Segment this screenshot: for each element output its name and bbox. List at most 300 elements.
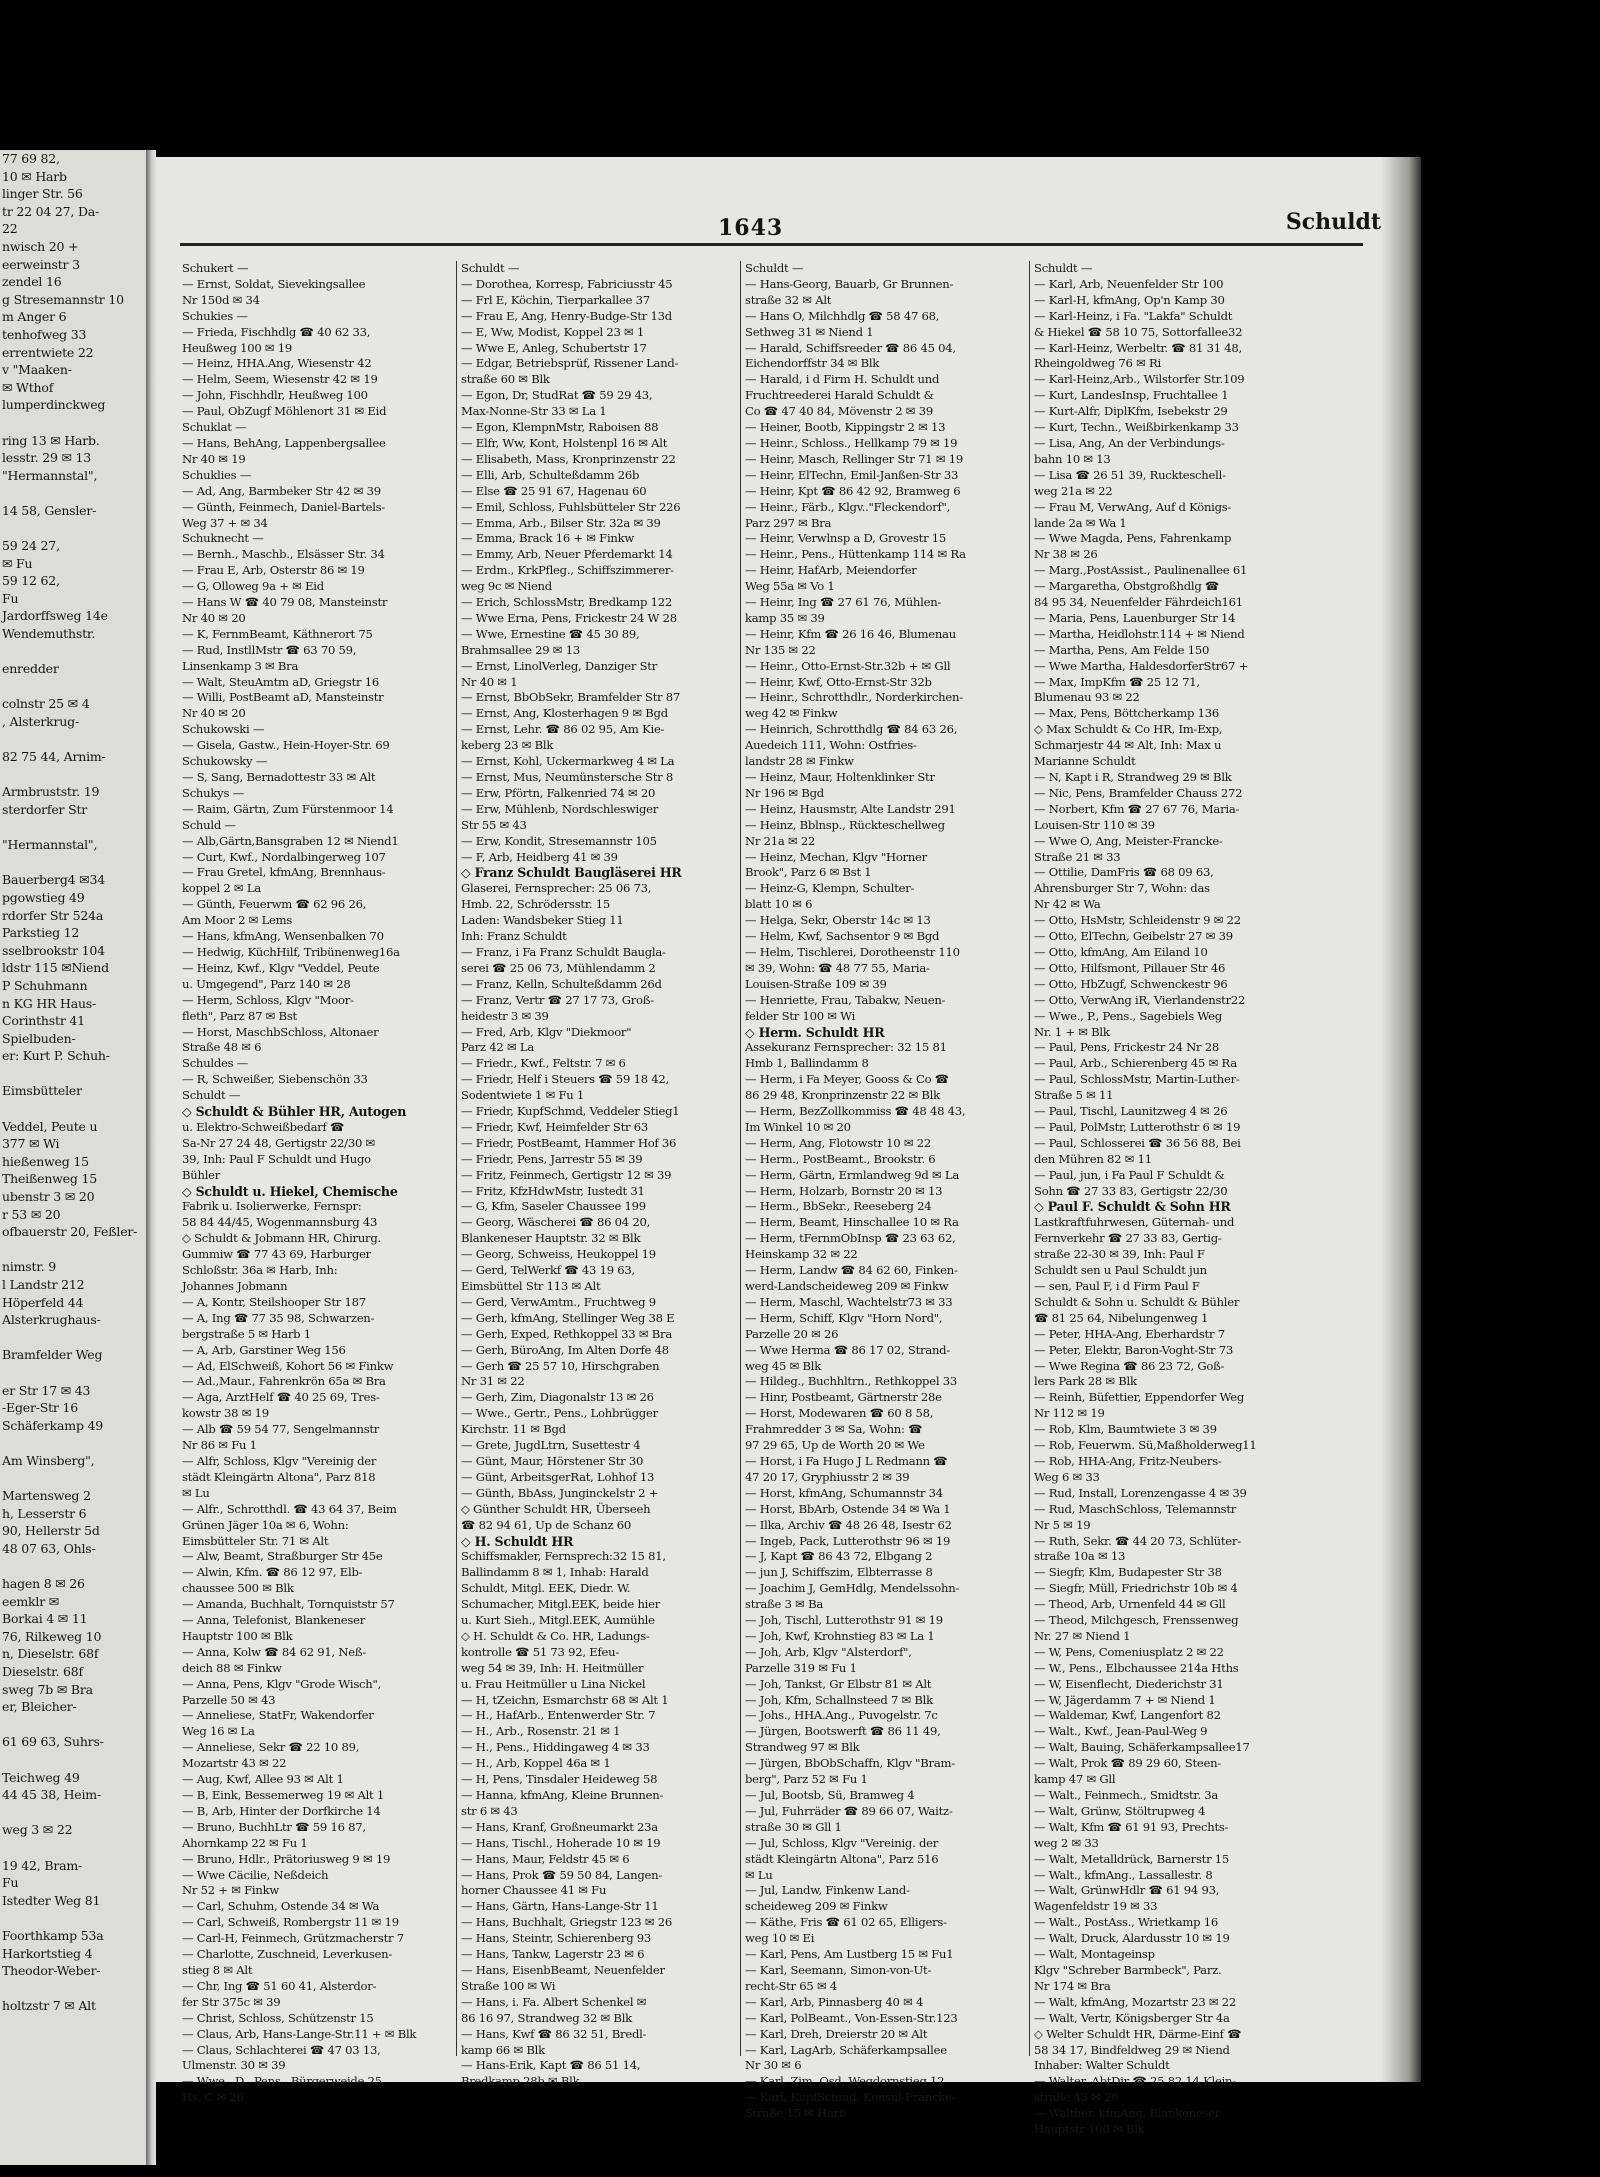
directory-entry: — Otto, Hilfsmont, Pillauer Str 46 bbox=[1034, 960, 1226, 975]
directory-entry: 39, Inh: Paul F Schuldt und Hugo bbox=[182, 1151, 371, 1166]
left-page-line: n KG HR Haus- bbox=[2, 995, 97, 1011]
directory-entry: werd-Landscheideweg 209 ✉ Finkw bbox=[745, 1279, 949, 1293]
left-page-line: ldstr 115 ✉Niend bbox=[2, 960, 109, 976]
left-page-line: Am Winsberg", bbox=[2, 1452, 95, 1468]
directory-entry: — Marg.,PostAssist., Paulinenallee 61 bbox=[1034, 563, 1248, 578]
directory-entry: ✉ Lu bbox=[182, 1485, 210, 1500]
directory-entry: — Max, ImpKfm ☎ 25 12 71, bbox=[1034, 674, 1200, 689]
left-page-line: hagen 8 ✉ 26 bbox=[2, 1576, 85, 1592]
directory-entry: — Kurt-Alfr, DiplKfm, Isebekstr 29 bbox=[1034, 404, 1228, 419]
directory-entry: Schiffsmakler, Fernsprech:32 15 81, bbox=[461, 1549, 666, 1564]
directory-entry: Auedeich 111, Wohn: Ostfries- bbox=[745, 738, 917, 753]
directory-entry: — Heinr, ElTechn, Emil-Janßen-Str 33 bbox=[745, 467, 959, 482]
directory-entry: — Ingeb, Pack, Lutterothstr 96 ✉ 19 bbox=[745, 1533, 951, 1548]
directory-entry: — Friedr, Pens, Jarrestr 55 ✉ 39 bbox=[461, 1151, 643, 1166]
directory-entry: — Fred, Arb, Klgv "Diekmoor" bbox=[461, 1024, 632, 1039]
directory-entry: Straße 21 ✉ 33 bbox=[1034, 849, 1121, 864]
directory-entry: — Curt, Kwf., Nordalbingerweg 107 bbox=[182, 849, 386, 864]
directory-entry: Eimsbüttel Str 113 ✉ Alt bbox=[461, 1279, 601, 1293]
directory-entry: — Siegfr, Müll, Friedrichstr 10b ✉ 4 bbox=[1034, 1581, 1238, 1596]
left-page-line: hießenweg 15 bbox=[2, 1153, 89, 1169]
directory-entry: — Gisela, Gastw., Hein-Hoyer-Str. 69 bbox=[182, 738, 390, 753]
directory-entry: straße 43 ✉ 26 bbox=[1034, 2090, 1119, 2105]
directory-entry: — Günt, Maur, Hörstener Str 30 bbox=[461, 1453, 644, 1468]
directory-entry: — Anneliese, StatFr, Wakendorfer bbox=[182, 1708, 374, 1723]
directory-entry: — Frau Gretel, kfmAng, Brennhaus- bbox=[182, 865, 386, 880]
left-page-line bbox=[0, 1470, 146, 1488]
directory-entry: — Friedr, Kwf, Heimfelder Str 63 bbox=[461, 1119, 648, 1134]
directory-entry: — Walt, GrünwHdlr ☎ 61 94 93, bbox=[1034, 1883, 1220, 1898]
directory-entry: — Joh, Kfm, Schallnsteed 7 ✉ Blk bbox=[745, 1692, 933, 1707]
directory-entry: — Rob, Feuerwm. Sü,Maßholderweg11 bbox=[1034, 1438, 1257, 1453]
directory-entry: — Dorothea, Korresp, Fabriciusstr 45 bbox=[461, 276, 673, 291]
left-page-line bbox=[0, 1241, 146, 1259]
directory-entry: — Claus, Schlachterei ☎ 47 03 13, bbox=[182, 2042, 381, 2057]
directory-entry: — Gerh, kfmAng, Stellinger Weg 38 E bbox=[461, 1310, 675, 1325]
directory-entry: Bredkamp 28b ✉ Blk bbox=[461, 2074, 580, 2089]
left-page-fragment bbox=[0, 150, 146, 2165]
directory-entry: — Heinz, Kwf., Klgv "Veddel, Peute bbox=[182, 960, 380, 975]
directory-entry: — Peter, HHA-Ang, Eberhardstr 7 bbox=[1034, 1326, 1225, 1341]
directory-entry: straße 22-30 ✉ 39, Inh: Paul F bbox=[1034, 1247, 1205, 1262]
directory-entry: — Johs., HHA.Ang., Puvogelstr. 7c bbox=[745, 1708, 938, 1723]
directory-entry: Marianne Schuldt bbox=[1034, 754, 1136, 769]
directory-entry: — Hedwig, KüchHilf, Tribünenweg16a bbox=[182, 944, 400, 959]
directory-entry: Rheingoldweg 76 ✉ Ri bbox=[1034, 356, 1161, 371]
directory-entry: — Horst, kfmAng, Schumannstr 34 bbox=[745, 1485, 943, 1500]
directory-entry: — Theod, Arb, Urnenfeld 44 ✉ Gll bbox=[1034, 1597, 1226, 1612]
directory-entry: — Walt, Bauing, Schäferkampsallee17 bbox=[1034, 1740, 1250, 1755]
directory-entry: straße 10a ✉ 13 bbox=[1034, 1549, 1126, 1564]
left-page-line: Schäferkamp 49 bbox=[2, 1417, 104, 1433]
directory-entry: — Rud, InstllMstr ☎ 63 70 59, bbox=[182, 642, 357, 657]
directory-entry: Fabrik u. Isolierwerke, Fernspr: bbox=[182, 1199, 362, 1214]
directory-entry: — Norbert, Kfm ☎ 27 67 76, Maria- bbox=[1034, 801, 1240, 816]
left-page-line: 82 75 44, Arnim- bbox=[2, 749, 106, 765]
directory-entry: — Karl-Heinz,Arb., Wilstorfer Str.109 bbox=[1034, 372, 1245, 387]
directory-entry: — Harald, Schiffsreeder ☎ 86 45 04, bbox=[745, 340, 956, 355]
company-entry: ◇ Schuldt & Bühler HR, Autogen bbox=[182, 1104, 407, 1120]
directory-entry: — Elisabeth, Mass, Kronprinzenstr 22 bbox=[461, 451, 676, 466]
directory-entry: — Christ, Schloss, Schützenstr 15 bbox=[182, 2010, 374, 2025]
directory-entry: Schumacher, Mitgl.EEK, beide hier bbox=[461, 1597, 661, 1612]
directory-entry: — Emil, Schloss, Fuhlsbütteler Str 226 bbox=[461, 499, 681, 514]
directory-entry: Ahrensburger Str 7, Wohn: das bbox=[1034, 881, 1210, 896]
left-page-line bbox=[0, 414, 146, 432]
directory-entry: Laden: Wandsbeker Stieg 11 bbox=[461, 913, 624, 928]
directory-entry: Nr 40 ✉ 20 bbox=[182, 610, 246, 625]
directory-entry: — Reinh, Büfettier, Eppendorfer Weg bbox=[1034, 1390, 1245, 1405]
directory-entry: Straße 48 ✉ 6 bbox=[182, 1040, 262, 1055]
directory-entry: — Elfr, Ww, Kont, Holstenpl 16 ✉ Alt bbox=[461, 435, 668, 450]
directory-entry: Schuldes — bbox=[182, 1056, 249, 1071]
column-1 bbox=[182, 261, 454, 2105]
directory-entry: — Aug, Kwf, Allee 93 ✉ Alt 1 bbox=[182, 1772, 344, 1787]
directory-entry: 58 34 17, Bindfeldweg 29 ✉ Niend bbox=[1034, 2042, 1230, 2057]
directory-entry: — Waldemar, Kwf, Langenfort 82 bbox=[1034, 1708, 1221, 1723]
directory-entry: Sethweg 31 ✉ Niend 1 bbox=[745, 324, 874, 339]
directory-entry: — Hans, Prok ☎ 59 50 84, Langen- bbox=[461, 1867, 662, 1882]
directory-entry: Nr 112 ✉ 19 bbox=[1034, 1406, 1105, 1421]
left-page-line: Dieselstr. 68f bbox=[2, 1664, 83, 1680]
directory-entry: — Hans, BehAng, Lappenbergsallee bbox=[182, 435, 386, 450]
directory-entry: — Rud, MaschSchloss, Telemannstr bbox=[1034, 1501, 1237, 1516]
directory-entry: — Heinr., Färb., Klgv.."Fleckendorf", bbox=[745, 499, 951, 514]
directory-entry: — W, Eisenflecht, Diederichstr 31 bbox=[1034, 1676, 1224, 1691]
directory-entry: Schuklat — bbox=[182, 420, 247, 435]
directory-entry: — J, Kapt ☎ 86 43 72, Elbgang 2 bbox=[745, 1549, 933, 1564]
column-2 bbox=[461, 261, 738, 2089]
directory-entry: deich 88 ✉ Finkw bbox=[182, 1660, 282, 1675]
directory-entry: Eimsbütteler Str. 71 ✉ Alt bbox=[182, 1533, 329, 1548]
directory-entry: — Carl, Schuhm, Ostende 34 ✉ Wa bbox=[182, 1899, 380, 1914]
directory-entry: Hs. C ✉ 26 bbox=[182, 2090, 244, 2105]
directory-entry: — Hans, Gärtn, Hans-Lange-Str 11 bbox=[461, 1899, 659, 1914]
left-page-line: weg 3 ✉ 22 bbox=[2, 1822, 73, 1838]
directory-entry: — Horst, i Fa Hugo J L Redmann ☎ bbox=[745, 1453, 948, 1468]
left-page-line: 377 ✉ Wi bbox=[2, 1136, 60, 1152]
left-page-line: 59 24 27, bbox=[2, 538, 60, 554]
directory-entry: Hauptstr 100 ✉ Blk bbox=[182, 1628, 293, 1643]
directory-entry: — Helm, Tischlerei, Dorotheenstr 110 bbox=[745, 944, 960, 959]
directory-entry: — Ilka, Archiv ☎ 48 26 48, Isestr 62 bbox=[745, 1517, 952, 1532]
directory-entry: — John, Fischhdlr, Heußweg 100 bbox=[182, 388, 368, 403]
directory-entry: — Karl, Dreh, Dreierstr 20 ✉ Alt bbox=[745, 2026, 928, 2041]
directory-entry: — Paul, Schlosserei ☎ 36 56 88, Bei bbox=[1034, 1135, 1241, 1150]
directory-entry: — Lisa ☎ 26 51 39, Ruckteschell- bbox=[1034, 467, 1226, 482]
directory-entry: Fruchtreederei Harald Schuldt & bbox=[745, 388, 934, 403]
directory-entry: Louisen-Straße 109 ✉ 39 bbox=[745, 976, 887, 991]
directory-entry: — H., Arb., Rosenstr. 21 ✉ 1 bbox=[461, 1724, 621, 1739]
directory-entry: — Gerd, TelWerkf ☎ 43 19 63, bbox=[461, 1263, 635, 1278]
directory-entry: serei ☎ 25 06 73, Mühlendamm 2 bbox=[461, 960, 656, 975]
directory-entry: — Alw, Beamt, Straßburger Str 45e bbox=[182, 1549, 383, 1564]
directory-entry: — Edgar, Betriebsprüf, Rissener Land- bbox=[461, 356, 679, 371]
directory-entry: — Egon, Dr, StudRat ☎ 59 29 43, bbox=[461, 388, 653, 403]
directory-entry: bahn 10 ✉ 13 bbox=[1034, 451, 1111, 466]
directory-entry: — Heinr, Verwlnsp a D, Grovestr 15 bbox=[745, 531, 947, 546]
directory-entry: weg 45 ✉ Blk bbox=[745, 1358, 821, 1373]
directory-entry: Parzelle 50 ✉ 43 bbox=[182, 1692, 276, 1707]
directory-entry: — Aga, ArztHelf ☎ 40 25 69, Tres- bbox=[182, 1390, 380, 1405]
directory-entry: — Egon, KlempnMstr, Raboisen 88 bbox=[461, 420, 659, 435]
directory-entry: — Wwe., Gertr., Pens., Lohbrügger bbox=[461, 1406, 658, 1421]
directory-entry: — Wwe O, Ang, Meister-Francke- bbox=[1034, 833, 1223, 848]
directory-entry: — Gerh, Zim, Diagonalstr 13 ✉ 26 bbox=[461, 1390, 654, 1405]
directory-entry: Nr 196 ✉ Bgd bbox=[745, 785, 824, 800]
directory-entry: — Alfr., Schrotthdl. ☎ 43 64 37, Beim bbox=[182, 1501, 397, 1516]
directory-entry: Assekuranz Fernsprecher: 32 15 81 bbox=[745, 1040, 947, 1055]
left-page-line: Istedter Weg 81 bbox=[2, 1892, 101, 1908]
directory-entry: Parzelle 20 ✉ 26 bbox=[745, 1326, 839, 1341]
directory-entry: Strandweg 97 ✉ Blk bbox=[745, 1740, 860, 1755]
directory-entry: — Fritz, KfzHdwMstr, Iustedt 31 bbox=[461, 1183, 645, 1198]
left-page-line: sselbrookstr 104 bbox=[2, 942, 105, 958]
directory-entry: — F, Arb, Heidberg 41 ✉ 39 bbox=[461, 849, 618, 864]
directory-entry: — Joh, Kwf, Krohnstieg 83 ✉ La 1 bbox=[745, 1628, 935, 1643]
directory-entry: — Bruno, Hdlr., Prätoriusweg 9 ✉ 19 bbox=[182, 1851, 391, 1866]
directory-entry: — Wwe Erna, Pens, Frickestr 24 W 28 bbox=[461, 610, 677, 625]
directory-entry: — H., Pens., Hiddingaweg 4 ✉ 33 bbox=[461, 1740, 650, 1755]
directory-entry: — Herm, i Fa Meyer, Gooss & Co ☎ bbox=[745, 1072, 949, 1087]
directory-entry: — Bernh., Maschb., Elsässer Str. 34 bbox=[182, 547, 385, 562]
directory-entry: — Ernst, LinolVerleg, Danziger Str bbox=[461, 658, 658, 673]
left-page-line: m Anger 6 bbox=[2, 309, 67, 325]
directory-entry: — Hans, Tischl., Hoherade 10 ✉ 19 bbox=[461, 1835, 661, 1850]
directory-entry: — Horst, BbArb, Ostende 34 ✉ Wa 1 bbox=[745, 1501, 951, 1516]
directory-entry: — Raim, Gärtn, Zum Fürstenmoor 14 bbox=[182, 801, 394, 816]
directory-entry: ◇ Welter Schuldt HR, Därme-Einf ☎ bbox=[1034, 2026, 1242, 2041]
left-page-line: v "Maaken- bbox=[2, 362, 72, 378]
left-page-line: Teichweg 49 bbox=[2, 1769, 80, 1785]
directory-entry: — Hans-Erik, Kapt ☎ 86 51 14, bbox=[461, 2058, 641, 2073]
left-page-line: Jardorffsweg 14e bbox=[2, 608, 108, 624]
directory-entry: — Anneliese, Sekr ☎ 22 10 89, bbox=[182, 1740, 360, 1755]
directory-entry: Louisen-Str 110 ✉ 39 bbox=[1034, 817, 1155, 832]
directory-entry: straße 30 ✉ Gll 1 bbox=[745, 1819, 842, 1834]
directory-entry: — Hanna, kfmAng, Kleine Brunnen- bbox=[461, 1788, 664, 1802]
directory-entry: — Karl-Heinz, i Fa. "Lakfa" Schuldt bbox=[1034, 308, 1233, 323]
directory-entry: — Walt, Druck, Alardusstr 10 ✉ 19 bbox=[1034, 1931, 1230, 1946]
left-page-line: , Alsterkrug- bbox=[2, 714, 80, 729]
directory-entry: — Frieda, Fischhdlg ☎ 40 62 33, bbox=[182, 324, 371, 339]
directory-entry: — Ernst, Kohl, Uckermarkweg 4 ✉ La bbox=[461, 754, 675, 769]
directory-entry: weg 42 ✉ Finkw bbox=[745, 706, 838, 721]
directory-entry: — Hans O, Milchhdlg ☎ 58 47 68, bbox=[745, 308, 940, 323]
directory-entry: — Carl, Schweiß, Rombergstr 11 ✉ 19 bbox=[182, 1915, 399, 1930]
directory-entry: — Margaretha, Obstgroßhdlg ☎ bbox=[1034, 579, 1220, 594]
directory-entry: — Frau E, Ang, Henry-Budge-Str 13d bbox=[461, 308, 672, 323]
directory-entry: Nr 31 ✉ 22 bbox=[461, 1374, 525, 1389]
column-3 bbox=[745, 261, 1027, 2121]
directory-entry: ◇ Günther Schuldt HR, Überseeh bbox=[461, 1501, 651, 1516]
directory-entry: — Heinr., Schloss., Hellkamp 79 ✉ 19 bbox=[745, 435, 958, 450]
directory-entry: — Walt, Montageinsp bbox=[1034, 1947, 1155, 1962]
directory-entry: keberg 23 ✉ Blk bbox=[461, 738, 554, 753]
directory-entry: Parz 297 ✉ Bra bbox=[745, 515, 832, 530]
left-page-line: "Hermannstal", bbox=[2, 467, 98, 483]
directory-entry: 58 84 44/45, Wogenmannsburg 43 bbox=[182, 1215, 378, 1230]
directory-entry: — R, Schweißer, Siebenschön 33 bbox=[182, 1072, 368, 1087]
column-4 bbox=[1034, 261, 1334, 2137]
directory-entry: — Herm, tFernmObInsp ☎ 23 63 62, bbox=[745, 1231, 956, 1246]
directory-entry: — Herm, Maschl, Wachtelstr73 ✉ 33 bbox=[745, 1294, 953, 1309]
directory-entry: Nr 21a ✉ 22 bbox=[745, 833, 816, 848]
directory-entry: — Else ☎ 25 91 67, Hagenau 60 bbox=[461, 483, 647, 498]
directory-entry: — Kurt, Techn., Weißbirkenkamp 33 bbox=[1034, 420, 1239, 435]
directory-entry: — Heinz, Maur, Holtenklinker Str bbox=[745, 770, 935, 784]
left-page-line: Foorthkamp 53a bbox=[2, 1927, 104, 1943]
directory-entry: — Hans, Steintr, Schierenberg 93 bbox=[461, 1931, 652, 1946]
directory-entry: — Ernst, Mus, Neumünstersche Str 8 bbox=[461, 770, 673, 784]
directory-entry: — Ad.,Maur., Fahrenkrön 65a ✉ Bra bbox=[182, 1374, 386, 1389]
directory-entry: — Ernst, Ang, Klosterhagen 9 ✉ Bgd bbox=[461, 706, 668, 721]
left-page-line bbox=[0, 1804, 146, 1822]
left-page-line: ring 13 ✉ Harb. bbox=[2, 432, 100, 448]
left-page-line: ✉ Fu bbox=[2, 555, 33, 571]
directory-entry: Grünen Jäger 10a ✉ 6, Wohn: bbox=[182, 1517, 349, 1532]
directory-entry: — Harald, i d Firm H. Schuldt und bbox=[745, 372, 940, 387]
directory-entry: Nr 40 ✉ 19 bbox=[182, 451, 246, 466]
directory-entry: — Heinr., Pens., Hüttenkamp 114 ✉ Ra bbox=[745, 547, 966, 562]
directory-entry: bergstraße 5 ✉ Harb 1 bbox=[182, 1326, 311, 1341]
directory-entry: — Herm., PostBeamt., Brookstr. 6 bbox=[745, 1151, 936, 1166]
directory-entry: — Kurt, LandesInsp, Fruchtallee 1 bbox=[1034, 388, 1229, 403]
header-rule bbox=[180, 243, 1363, 246]
directory-entry: — Hans, kfmAng, Wensenbalken 70 bbox=[182, 929, 384, 944]
left-page-line: Corinthstr 41 bbox=[2, 1013, 85, 1029]
left-page-line: rdorfer Str 524a bbox=[2, 907, 104, 923]
directory-entry: landstr 28 ✉ Finkw bbox=[745, 754, 854, 769]
left-page-line bbox=[0, 1751, 146, 1769]
directory-entry: Heußweg 100 ✉ 19 bbox=[182, 340, 293, 355]
directory-entry: Nr. 27 ✉ Niend 1 bbox=[1034, 1628, 1131, 1643]
directory-entry: — Joh, Tankst, Gr Elbstr 81 ✉ Alt bbox=[745, 1676, 932, 1691]
directory-page bbox=[156, 157, 1381, 2137]
directory-entry: — Heinr, HafArb, Meiendorfer bbox=[745, 563, 917, 578]
directory-entry: — H, Pens, Tinsdaler Heideweg 58 bbox=[461, 1772, 658, 1787]
directory-entry: 84 95 34, Neuenfelder Fährdeich161 bbox=[1034, 595, 1243, 610]
left-page-line: h, Lesserstr 6 bbox=[2, 1505, 87, 1521]
directory-entry: — Heinrich, Schrotthdlg ☎ 84 63 26, bbox=[745, 722, 958, 737]
directory-entry: Nr 5 ✉ 19 bbox=[1034, 1517, 1091, 1532]
left-page-line: g Stresemannstr 10 bbox=[2, 291, 124, 307]
left-page-line: Harkortstieg 4 bbox=[2, 1945, 93, 1961]
directory-entry: Am Moor 2 ✉ Lems bbox=[182, 913, 293, 928]
directory-entry: Fernverkehr ☎ 27 33 83, Gertig- bbox=[1034, 1231, 1222, 1246]
directory-entry: — Peter, Elektr, Baron-Voght-Str 73 bbox=[1034, 1342, 1234, 1357]
directory-entry: den Mühren 82 ✉ 11 bbox=[1034, 1151, 1152, 1166]
directory-entry: — A, Ing ☎ 77 35 98, Schwarzen- bbox=[182, 1310, 375, 1325]
directory-entry: Schuldt & Sohn u. Schuldt & Bühler bbox=[1034, 1294, 1240, 1309]
directory-entry: Bühler bbox=[182, 1167, 221, 1182]
directory-entry: — Horst, MaschbSchloss, Altonaer bbox=[182, 1024, 379, 1039]
left-page-line: Bauerberg4 ✉34 bbox=[2, 872, 105, 888]
left-page-line bbox=[0, 1434, 146, 1452]
directory-entry: — Herm, Landw ☎ 84 62 60, Finken- bbox=[745, 1263, 958, 1278]
directory-entry: — Hans-Georg, Bauarb, Gr Brunnen- bbox=[745, 276, 954, 291]
directory-entry: — Ernst, BbObSekr, Bramfelder Str 87 bbox=[461, 690, 680, 705]
directory-entry: — Helm, Kwf, Sachsentor 9 ✉ Bgd bbox=[745, 929, 940, 944]
directory-entry: — Karl, KupfSchmd, Konsul-Francke- bbox=[745, 2090, 956, 2105]
directory-entry: städt Kleingärtn Altona", Parz 516 bbox=[745, 1851, 939, 1866]
directory-entry: — Käthe, Fris ☎ 61 02 65, Elligers- bbox=[745, 1915, 947, 1930]
directory-entry: — H, tZeichn, Esmarchstr 68 ✉ Alt 1 bbox=[461, 1692, 669, 1707]
directory-entry: — Walt, Grünw, Stöltrupweg 4 bbox=[1034, 1803, 1206, 1818]
directory-entry: — Rud, Install, Lorenzengasse 4 ✉ 39 bbox=[1034, 1485, 1247, 1500]
directory-entry: Sohn ☎ 27 33 83, Gertigstr 22/30 bbox=[1034, 1183, 1228, 1198]
directory-entry: — Paul, jun, i Fa Paul F Schuldt & bbox=[1034, 1167, 1225, 1182]
directory-entry: — Georg, Schweiss, Heukoppel 19 bbox=[461, 1247, 656, 1262]
directory-entry: kowstr 38 ✉ 19 bbox=[182, 1406, 269, 1421]
directory-entry: — Anna, Telefonist, Blankeneser bbox=[182, 1613, 365, 1628]
directory-entry: — H., Arb, Koppel 46a ✉ 1 bbox=[461, 1756, 611, 1771]
directory-entry: & Hiekel ☎ 58 10 75, Sottorfallee32 bbox=[1034, 324, 1243, 339]
directory-entry: — N, Kapt i R, Strandweg 29 ✉ Blk bbox=[1034, 770, 1232, 784]
left-page-line: Armbruststr. 19 bbox=[2, 784, 100, 800]
column-divider bbox=[1029, 261, 1030, 2056]
directory-entry: koppel 2 ✉ La bbox=[182, 881, 261, 896]
directory-entry: — Otto, HbZugf, Schwenckestr 96 bbox=[1034, 976, 1228, 991]
directory-entry: Weg 55a ✉ Vo 1 bbox=[745, 579, 835, 594]
directory-entry: — Claus, Arb, Hans-Lange-Str.11 + ✉ Blk bbox=[182, 2026, 417, 2041]
directory-entry: 86 16 97, Strandweg 32 ✉ Blk bbox=[461, 2010, 632, 2025]
directory-entry: Schukert — bbox=[182, 261, 249, 275]
directory-entry: — Hans, i. Fa. Albert Schenkel ✉ bbox=[461, 1994, 647, 2009]
directory-entry: — Anna, Kolw ☎ 84 62 91, Neß- bbox=[182, 1644, 367, 1659]
directory-entry: — Jul, Landw, Finkenw Land- bbox=[745, 1883, 910, 1898]
left-page-line: Wendemuthstr. bbox=[2, 626, 96, 642]
directory-entry: Co ☎ 47 40 84, Mövenstr 2 ✉ 39 bbox=[745, 404, 933, 419]
directory-entry: recht-Str 65 ✉ 4 bbox=[745, 1978, 837, 1993]
directory-entry: Im Winkel 10 ✉ 20 bbox=[745, 1119, 851, 1134]
directory-entry: — Heinz, Mechan, Klgv "Horner bbox=[745, 849, 927, 864]
directory-entry: — Erich, SchlossMstr, Bredkamp 122 bbox=[461, 595, 672, 610]
directory-entry: Nr 52 + ✉ Finkw bbox=[182, 1883, 280, 1898]
left-page-line bbox=[0, 678, 146, 696]
directory-entry: — Elli, Arb, Schulteßdamm 26b bbox=[461, 467, 640, 482]
directory-entry: — B, Eink, Bessemerweg 19 ✉ Alt 1 bbox=[182, 1788, 385, 1802]
directory-entry: felder Str 100 ✉ Wi bbox=[745, 1008, 856, 1023]
directory-entry: — sen, Paul F, i d Firm Paul F bbox=[1034, 1279, 1200, 1293]
left-page-line: sweg 7b ✉ Bra bbox=[2, 1681, 93, 1697]
directory-entry: straße 32 ✉ Alt bbox=[745, 292, 832, 307]
left-page-line: 61 69 63, Suhrs- bbox=[2, 1734, 104, 1750]
left-page-line: 59 12 62, bbox=[2, 573, 60, 589]
directory-entry: lers Park 28 ✉ Blk bbox=[1034, 1374, 1137, 1389]
directory-entry: Gummiw ☎ 77 43 69, Harburger bbox=[182, 1247, 371, 1262]
directory-entry: — Karl, Zim, Osd, Wegdornstieg 12 bbox=[745, 2074, 945, 2089]
directory-entry: Schukys — bbox=[182, 785, 244, 800]
directory-entry: Nr 38 ✉ 26 bbox=[1034, 547, 1098, 562]
directory-entry: — Lisa, Ang, An der Verbindungs- bbox=[1034, 435, 1225, 450]
directory-entry: — Hildeg., Buchhltrn., Rethkoppel 33 bbox=[745, 1374, 957, 1389]
directory-entry: — Heinr, Ing ☎ 27 61 76, Mühlen- bbox=[745, 595, 942, 610]
directory-entry: — Franz, Kelln, Schulteßdamm 26d bbox=[461, 976, 662, 991]
directory-entry: — Carl-H, Feinmech, Grützmacherstr 7 bbox=[182, 1931, 404, 1946]
directory-entry: — Horst, Modewaren ☎ 60 8 58, bbox=[745, 1406, 934, 1421]
directory-entry: u. Kurt Sieh., Mitgl.EEK, Aumühle bbox=[461, 1613, 655, 1628]
left-page-line: enredder bbox=[2, 661, 59, 677]
directory-entry: — Karl, Pens, Am Lustberg 15 ✉ Fu1 bbox=[745, 1947, 954, 1962]
directory-entry: — Emma, Arb., Bilser Str. 32a ✉ 39 bbox=[461, 515, 661, 530]
directory-entry: heidestr 3 ✉ 39 bbox=[461, 1008, 549, 1023]
company-entry: ◇ Schuldt u. Hiekel, Chemische bbox=[182, 1183, 398, 1199]
directory-entry: — Otto, kfmAng, Am Eiland 10 bbox=[1034, 944, 1208, 959]
directory-entry: Nr 42 ✉ Wa bbox=[1034, 897, 1101, 912]
directory-entry: — Walt, kfmAng, Mozartstr 23 ✉ 22 bbox=[1034, 1994, 1237, 2009]
left-page-line bbox=[0, 854, 146, 872]
directory-entry: — Jul, Bootsb, Sü, Bramweg 4 bbox=[745, 1788, 915, 1802]
directory-entry: — Jul, Schloss, Klgv "Vereinig. der bbox=[745, 1835, 939, 1850]
directory-entry: — Wwe Cäcilie, Neßdeich bbox=[182, 1867, 329, 1882]
left-page-line: zendel 16 bbox=[2, 274, 62, 290]
left-page-line: eemklr ✉ bbox=[2, 1593, 60, 1609]
directory-entry: Schuklies — bbox=[182, 467, 252, 482]
directory-entry: — Karl, PolBeamt., Von-Essen-Str.123 bbox=[745, 2010, 958, 2025]
directory-entry: fer Str 375c ✉ 39 bbox=[182, 1994, 281, 2009]
directory-entry: — Emma, Brack 16 + ✉ Finkw bbox=[461, 531, 635, 546]
directory-entry: Schuldt sen u Paul Schuldt jun bbox=[1034, 1263, 1207, 1278]
left-page-line: Theißenweg 15 bbox=[2, 1171, 97, 1187]
column-divider bbox=[740, 261, 741, 2056]
directory-entry: Inhaber: Walter Schuldt bbox=[1034, 2058, 1170, 2073]
left-page-line: 90, Hellerstr 5d bbox=[2, 1523, 100, 1539]
directory-entry: scheideweg 209 ✉ Finkw bbox=[745, 1899, 888, 1914]
directory-entry: — Jul, Fuhrräder ☎ 89 66 07, Waitz- bbox=[745, 1803, 953, 1818]
left-page-line bbox=[0, 1329, 146, 1347]
directory-entry: — Walt, Metalldrück, Barnerstr 15 bbox=[1034, 1851, 1230, 1866]
